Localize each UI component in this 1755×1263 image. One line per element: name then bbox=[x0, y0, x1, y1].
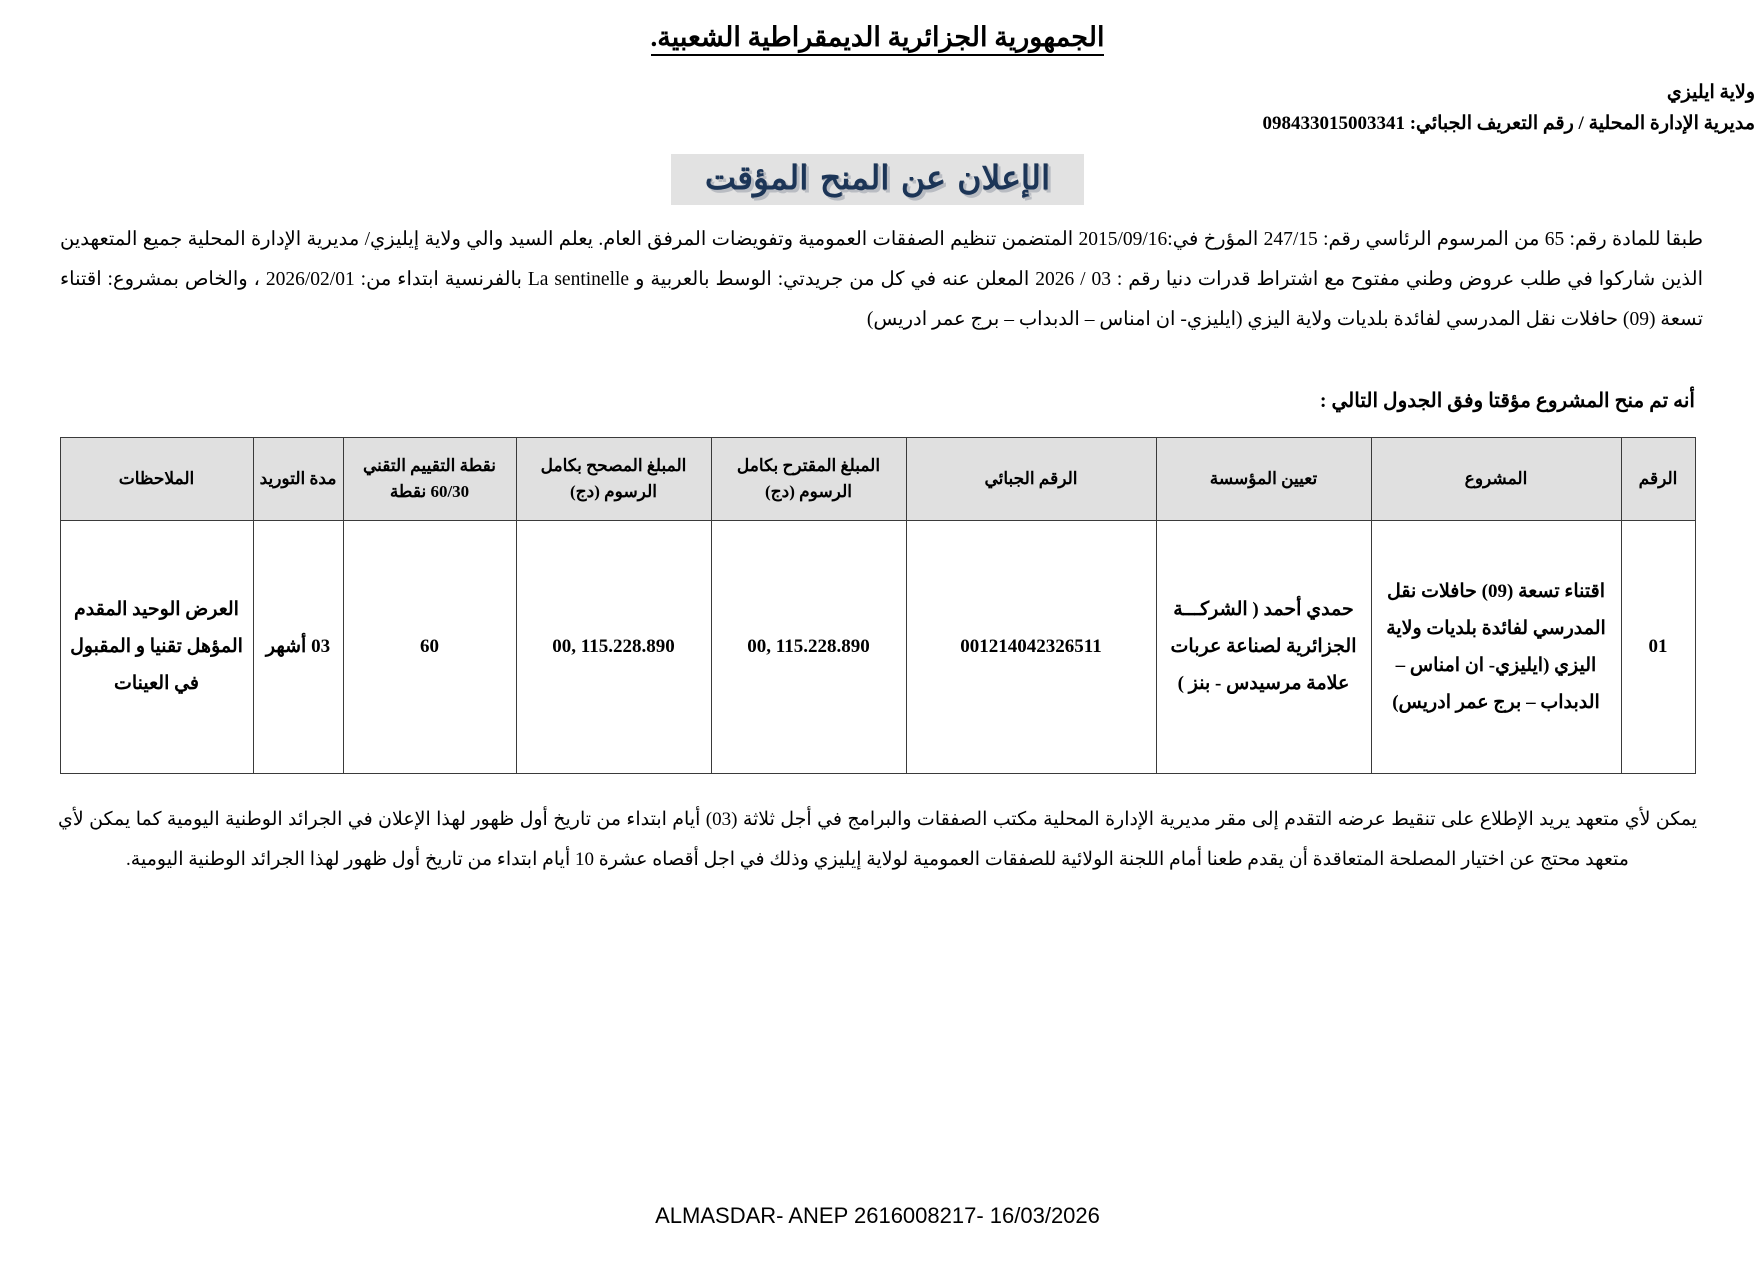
column-header-firm: تعيين المؤسسة bbox=[1156, 437, 1371, 520]
column-header-tax-id: الرقم الجبائي bbox=[906, 437, 1156, 520]
table-row bbox=[60, 520, 1695, 773]
wilaya-line: ولاية ايليزي bbox=[1666, 82, 1755, 103]
column-header-corrected-amount: المبلغ المصحح بكامل الرسوم (دج) bbox=[516, 437, 711, 520]
cell-number: 01 bbox=[1621, 520, 1695, 773]
cell-proposed-amount: 115.228.890 ,00 bbox=[711, 520, 906, 773]
table-header-row bbox=[60, 437, 1695, 520]
banner-title: الإعلان عن المنح المؤقت bbox=[671, 154, 1084, 205]
cell-firm: حمدي أحمد ( الشركـــة الجزائرية لصناعة عربات علامة مرسيدس - بنز ) bbox=[1156, 520, 1371, 773]
footer-paragraph: يمكن لأي متعهد يريد الإطلاع على تنقيط عرضه التقدم إلى مقر مديرية الإدارة المحلية مكتب الصفقات والبرامج في أجل ثلاثة (03) أيام ابتداء من تاريخ أول ظهور لهذا الإعلان في الجرائد الوطنية اليومية كما يمكن لأي متعهد محتج عن اختيار المصلحة المتعاقدة أن يقدم طعنا أمام اللجنة الولائية للصفقات العمومية لولاية إيليزي وذلك في اجل أقصاه عشرة 10 أيام ابتداء من تاريخ أول ظهور لهذا الجرائد الوطنية اليومية. bbox=[58, 808, 1698, 871]
organization-block bbox=[0, 77, 1755, 140]
column-header-proposed-amount: المبلغ المقترح بكامل الرسوم (دج) bbox=[711, 437, 906, 520]
cell-corrected-amount: 115.228.890 ,00 bbox=[516, 520, 711, 773]
directorate-line: مديرية الإدارة المحلية / رقم التعريف الجبائي: 098433015003341 bbox=[1262, 113, 1755, 135]
cell-project: اقتناء تسعة (09) حافلات نقل المدرسي لفائدة بلديات ولاية اليزي (ايليزي- ان امناس – الدبداب – برج عمر ادريس) bbox=[1371, 520, 1621, 773]
column-header-notes: الملاحظات bbox=[60, 437, 253, 520]
anep-footer: ALMASDAR- ANEP 2616008217- 16/03/2026 bbox=[655, 1203, 1100, 1228]
republic-title bbox=[0, 22, 1755, 53]
republic-title-text: الجمهورية الجزائرية الديمقراطية الشعبية. bbox=[651, 22, 1105, 56]
intro-paragraph: طبقا للمادة رقم: 65 من المرسوم الرئاسي رقم: 247/15 المؤرخ في:2015/09/16 المتضمن تنظيم الصفقات العمومية وتفويضات المرفق العام. يعلم السيد والي ولاية إيليزي/ مديرية الإدارة المحلية جميع المتعهدين الذين شاركوا في طلب عروض وطني مفتوح مع اشتراط قدرات دنيا رقم : 03 / 2026 المعلن عنه في كل من جريدتي: الوسط بالعربية و La sentinelle بالفرنسية ابتداء من: 2026/02/01 ، والخاص بمشروع: اقتناء تسعة (09) حافلات نقل المدرسي لفائدة بلديات ولاية اليزي (ايليزي- ان امناس – الدبداب – برج عمر ادريس) bbox=[60, 228, 1704, 330]
column-header-project: المشروع bbox=[1371, 437, 1621, 520]
award-table bbox=[60, 437, 1696, 774]
column-header-number: الرقم bbox=[1621, 437, 1695, 520]
column-header-technical-score: نقطة التقييم التقني 60/30 نقطة bbox=[343, 437, 516, 520]
document-page bbox=[0, 22, 1755, 1263]
cell-tax-id: 001214042326511 bbox=[906, 520, 1156, 773]
column-header-delivery-period: مدة التوريد bbox=[253, 437, 343, 520]
banner-title-wrapper bbox=[0, 154, 1755, 204]
award-statement: أنه تم منح المشروع مؤقتا وفق الجدول التالي : bbox=[1319, 389, 1695, 412]
cell-notes: العرض الوحيد المقدم المؤهل تقنيا و المقبول في العينات bbox=[60, 520, 253, 773]
cell-delivery-period: 03 أشهر bbox=[253, 520, 343, 773]
cell-technical-score: 60 bbox=[343, 520, 516, 773]
